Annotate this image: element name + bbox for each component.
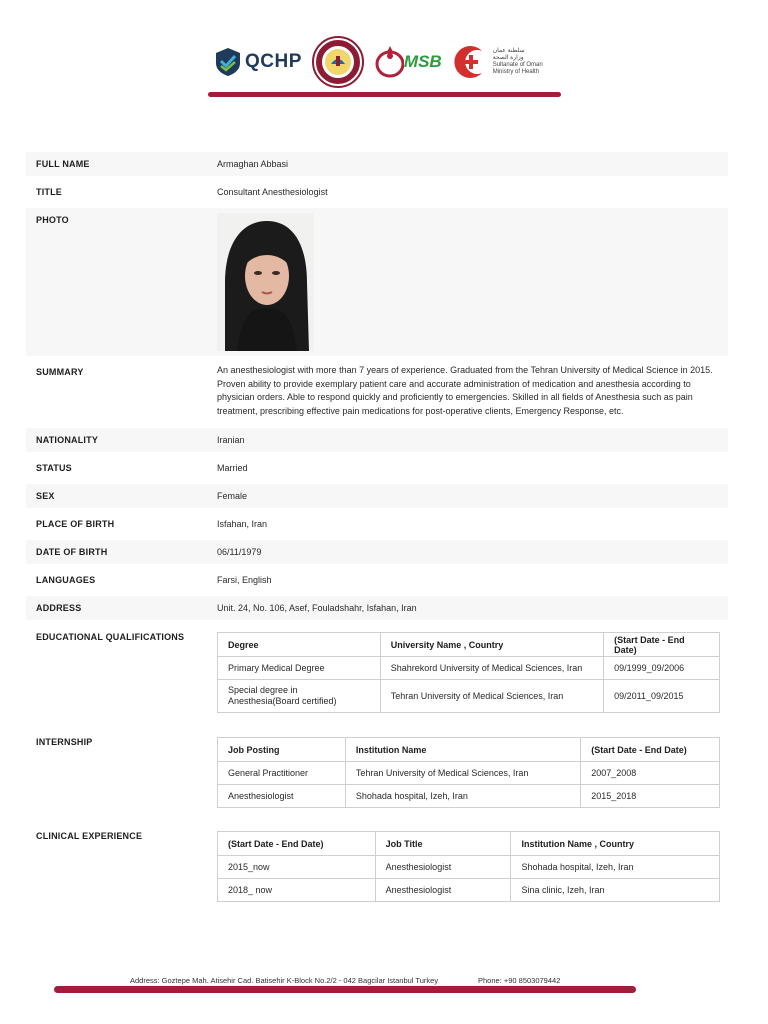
row-languages	[26, 568, 728, 592]
table-row	[218, 680, 720, 713]
table-cell: Special degree in Anesthesia(Board certified)	[218, 680, 381, 713]
internship-label: INTERNSHIP	[36, 737, 93, 747]
table-row	[218, 856, 720, 879]
table-header-row	[218, 633, 720, 657]
table-cell: Anesthesiologist	[375, 879, 511, 902]
header-logos	[215, 36, 560, 88]
sex-label: SEX	[36, 491, 55, 501]
internship-table	[217, 737, 720, 808]
msb-wordmark: MSB	[403, 52, 442, 71]
table-cell: 2015_2018	[581, 785, 720, 808]
row-title	[26, 180, 728, 204]
table-cell: Tehran University of Medical Sciences, Iran	[380, 680, 603, 713]
row-place-of-birth	[26, 512, 728, 536]
table-header-cell: (Start Date - End Date)	[581, 738, 720, 762]
clinical-experience-label: CLINICAL EXPERIENCE	[36, 831, 143, 841]
table-row	[218, 762, 720, 785]
photo-label: PHOTO	[36, 215, 69, 225]
table-cell: 2007_2008	[581, 762, 720, 785]
table-row	[218, 879, 720, 902]
date-of-birth-value: 06/11/1979	[217, 547, 262, 557]
status-label: STATUS	[36, 463, 72, 473]
status-value: Married	[217, 463, 248, 473]
date-of-birth-label: DATE OF BIRTH	[36, 547, 108, 557]
qchp-wordmark: QCHP	[245, 51, 302, 72]
table-header-cell: Job Title	[375, 832, 511, 856]
oman-crescent-icon	[452, 43, 490, 81]
row-nationality	[26, 428, 728, 452]
table-cell: Shahrekord University of Medical Sciences, Iran	[380, 657, 603, 680]
table-header-row	[218, 832, 720, 856]
table-cell: 09/2011_09/2015	[604, 680, 720, 713]
table-cell: Sina clinic, Izeh, Iran	[511, 879, 720, 902]
table-header-cell: Degree	[218, 633, 381, 657]
table-cell: Tehran University of Medical Sciences, Iran	[345, 762, 580, 785]
table-cell: General Practitioner	[218, 762, 346, 785]
table-row	[218, 657, 720, 680]
address-label: ADDRESS	[36, 603, 82, 613]
table-cell: Primary Medical Degree	[218, 657, 381, 680]
table-cell: Shohada hospital, Izeh, Iran	[511, 856, 720, 879]
oman-moh-text: سلطنة عمان وزارة الصحة Sultanate of Oman Ministry of Health	[492, 48, 543, 75]
row-address	[26, 596, 728, 620]
languages-value: Farsi, English	[217, 575, 272, 585]
row-date-of-birth	[26, 540, 728, 564]
table-cell: 09/1999_09/2006	[604, 657, 720, 680]
table-cell: 2018_ now	[218, 879, 376, 902]
table-cell: Shohada hospital, Izeh, Iran	[345, 785, 580, 808]
table-header-row	[218, 738, 720, 762]
education-table	[217, 632, 720, 713]
msb-logo	[374, 44, 442, 80]
qatar-moph-seal	[312, 36, 364, 88]
full-name-value: Armaghan Abbasi	[217, 159, 289, 169]
table-header-cell: (Start Date - End Date)	[218, 832, 376, 856]
table-header-cell: Institution Name	[345, 738, 580, 762]
header-divider-bar	[208, 92, 561, 97]
row-full-name	[26, 152, 728, 176]
qatar-seal-icon	[312, 36, 364, 88]
table-header-cell: University Name , Country	[380, 633, 603, 657]
place-of-birth-label: PLACE OF BIRTH	[36, 519, 115, 529]
table-cell: Anesthesiologist	[218, 785, 346, 808]
table-header-cell: (Start Date - End Date)	[604, 633, 720, 657]
qchp-logo	[215, 47, 302, 77]
summary-label: SUMMARY	[36, 367, 84, 377]
education-label: EDUCATIONAL QUALIFICATIONS	[36, 632, 185, 642]
table-row	[218, 785, 720, 808]
title-label: TITLE	[36, 187, 62, 197]
footer-phone: Phone: +90 8503079442	[478, 976, 561, 985]
address-value: Unit. 24, No. 106, Asef, Fouladshahr, Isfahan, Iran	[217, 603, 417, 613]
row-status	[26, 456, 728, 480]
nationality-label: NATIONALITY	[36, 435, 99, 445]
clinical-experience-table	[217, 831, 720, 902]
table-cell: 2015_now	[218, 856, 376, 879]
summary-value: An anesthesiologist with more than 7 years of experience. Graduated from the Tehran University of Medical Science in 2015. Proven ability to provide exemplary patient care and accurate administration of medication and anesthesia according to physician orders. Able to respond quickly and proficiently to emergencies. Skilled in all fields of Anesthesia such as pain treatment, prescribing effective pain medications for post-operative clients, Emergency Response, etc.	[217, 365, 713, 416]
msb-emblem-icon	[374, 44, 404, 80]
portrait-image	[217, 213, 314, 351]
sex-value: Female	[217, 491, 248, 501]
table-cell: Anesthesiologist	[375, 856, 511, 879]
qchp-shield-icon	[215, 47, 241, 77]
profile-photo	[217, 213, 314, 351]
table-header-cell: Institution Name , Country	[511, 832, 720, 856]
nationality-value: Iranian	[217, 435, 245, 445]
full-name-label: FULL NAME	[36, 159, 90, 169]
row-photo	[26, 208, 728, 356]
table-header-cell: Job Posting	[218, 738, 346, 762]
row-summary	[26, 360, 728, 424]
footer-address: Address: Goztepe Mah. Atisehir Cad. Batisehir K-Block No.2/2 - 042 Bagcilar Istanbul Turkey	[130, 976, 439, 985]
place-of-birth-value: Isfahan, Iran	[217, 519, 268, 529]
row-sex	[26, 484, 728, 508]
oman-moh-logo	[452, 43, 543, 81]
languages-label: LANGUAGES	[36, 575, 96, 585]
footer-divider-bar	[54, 986, 636, 993]
title-value: Consultant Anesthesiologist	[217, 187, 328, 197]
